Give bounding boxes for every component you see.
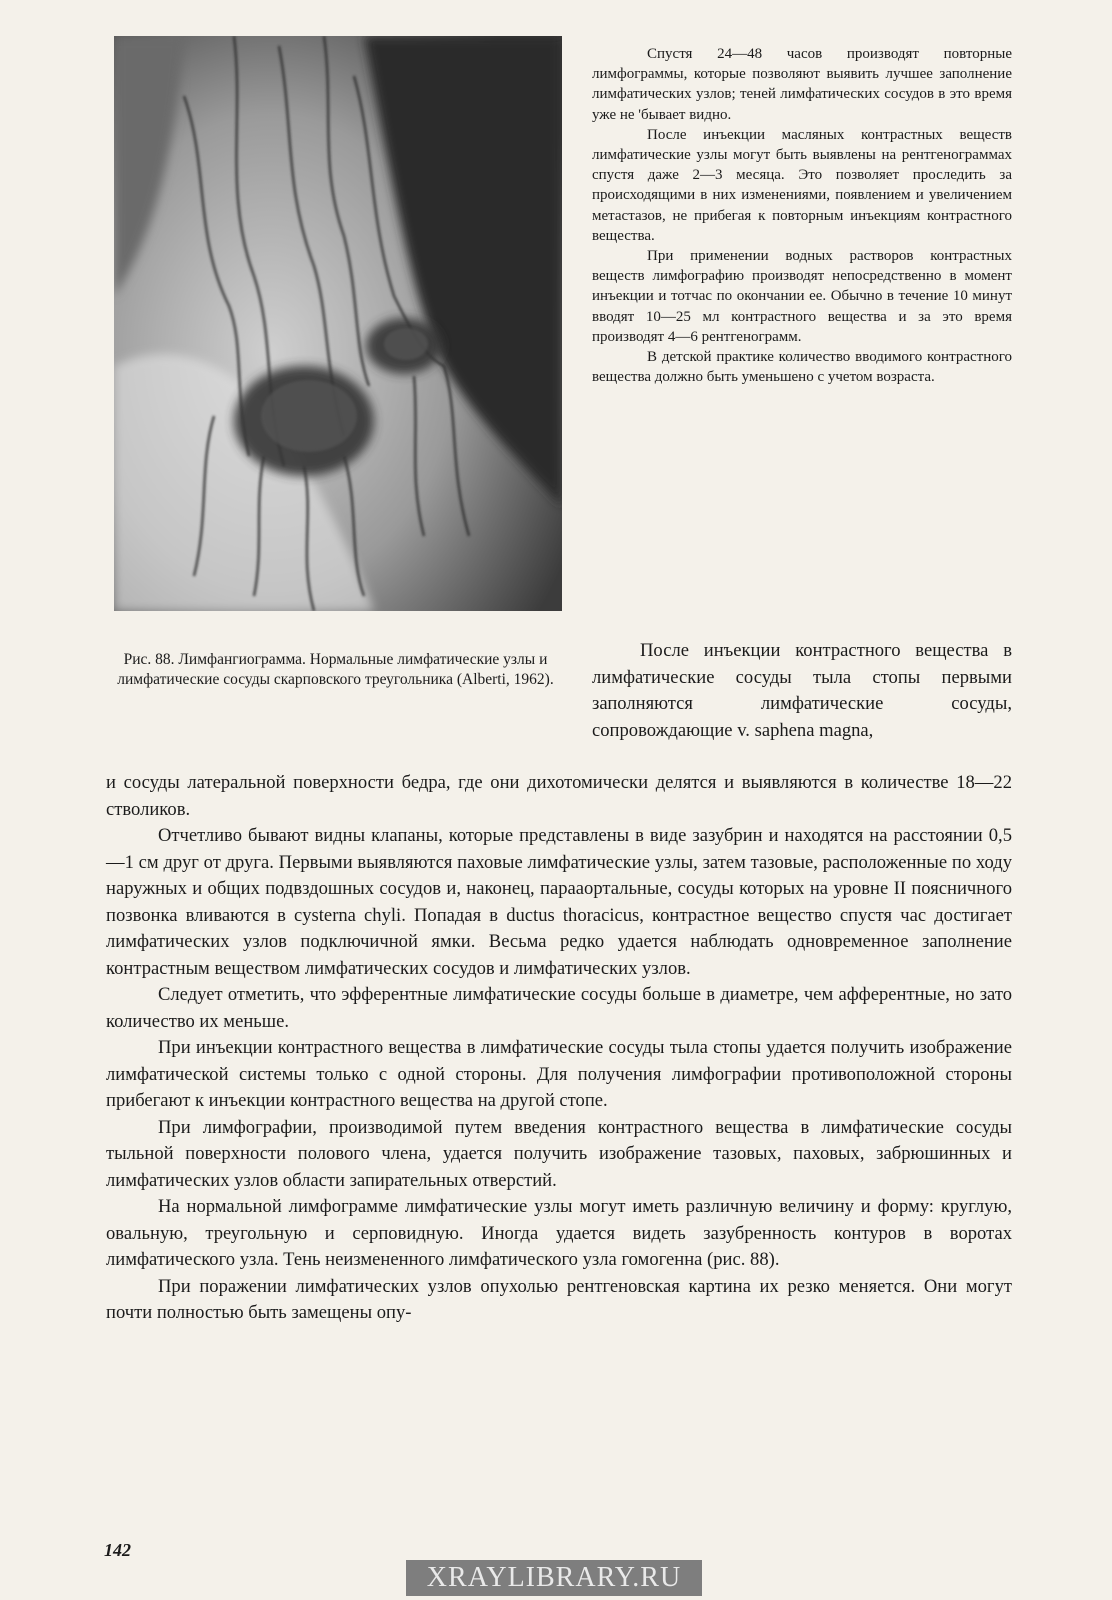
paragraph: При лимфографии, производимой путем введения контрастного вещества в лимфатические сосуды тыльной поверхности полового члена, удается получить изображение тазовых, паховых, забрюшинных и лимфатических узлов области запирательных отверстий. xyxy=(106,1116,1012,1191)
right-column-text xyxy=(592,44,1012,387)
paragraph: В детской практике количество вводимого контрастного вещества должно быть уменьшено с учетом возраста. xyxy=(592,349,1012,386)
figure-caption: Рис. 88. Лимфангиограмма. Нормальные лимфатические узлы и лимфатические сосуды скарповского треугольника (Alberti, 1962). xyxy=(117,651,554,688)
lymphangiogram-figure xyxy=(114,36,562,611)
paragraph: Отчетливо бывают видны клапаны, которые представлены в виде зазубрин и находятся на расстоянии 0,5—1 см друг от друга. Первыми выявляются паховые лимфатические узлы, затем тазовые, расположенные по ходу наружных и общих подвздошных сосудов и, наконец, парааортальные, сосуды которых на уровне II поясничного позвонка вливаются в cysterna chyli. Попадая в ductus thoracicus, контрастное вещество спустя час достигает лимфатических узлов подключичной ямки. Весьма редко удается наблюдать одновременное заполнение контрастным веществом лимфатических сосудов и лимфатических узлов. xyxy=(106,825,1012,979)
lead-text-block xyxy=(592,638,1012,744)
paragraph: Следует отметить, что эфферентные лимфатические сосуды больше в диаметре, чем афферентные, но зато количество их меньше. xyxy=(106,984,1012,1032)
paragraph: После инъекции масляных контрастных веществ лимфатические узлы могут быть выявлены на рентгенограммах спустя даже 2—3 месяца. Это позволяет проследить за происходящими в них изменениями, появлением и увеличением метастазов, не прибегая к повторным инъекциям контрастного вещества. xyxy=(592,126,1012,244)
paragraph: Спустя 24—48 часов производят повторные лимфограммы, которые позволяют выявить лучшее заполнение лимфатических узлов; теней лимфатических сосудов в это время уже не 'бывает видно. xyxy=(592,46,1012,123)
paragraph: При применении водных растворов контрастных веществ лимфографию производят непосредственно в момент инъекции и тотчас по окончании ее. Обычно в течение 10 минут вводят 10—25 мл контрастного вещества и за это время производят 4—6 рентгенограмм. xyxy=(592,248,1012,345)
page-number: 142 xyxy=(104,1540,131,1560)
paragraph: При поражении лимфатических узлов опухолью рентгеновская картина их резко меняется. Они могут почти полностью быть замещены опу- xyxy=(106,1275,1012,1323)
watermark: XRAYLIBRARY.RU xyxy=(406,1560,702,1596)
lymphangiogram-image xyxy=(114,36,562,611)
paragraph-continuation: и сосуды латеральной поверхности бедра, где они дихотомически делятся и выявляются в количестве 18—22 стволиков. xyxy=(106,772,1012,820)
paragraph: На нормальной лимфограмме лимфатические узлы могут иметь различную величину и форму: круглую, овальную, треугольную и серповидную. Иногда удается видеть зазубренность контуров в воротах лимфатического узла. Тень неизмененного лимфатического узла гомогенна (рис. 88). xyxy=(106,1196,1012,1270)
paragraph: При инъекции контрастного вещества в лимфатические сосуды тыла стопы удается получить изображение лимфатической системы только с одной стороны. Для получения лимфографии противоположной стороны прибегают к инъекции контрастного вещества на другой стопе. xyxy=(106,1037,1012,1111)
lead-paragraph: После инъекции контрастного вещества в лимфатические сосуды тыла стопы первыми заполняются лимфатические сосуды, сопровождающие v. saphena magna, xyxy=(592,640,1012,741)
main-text xyxy=(106,770,1012,1327)
